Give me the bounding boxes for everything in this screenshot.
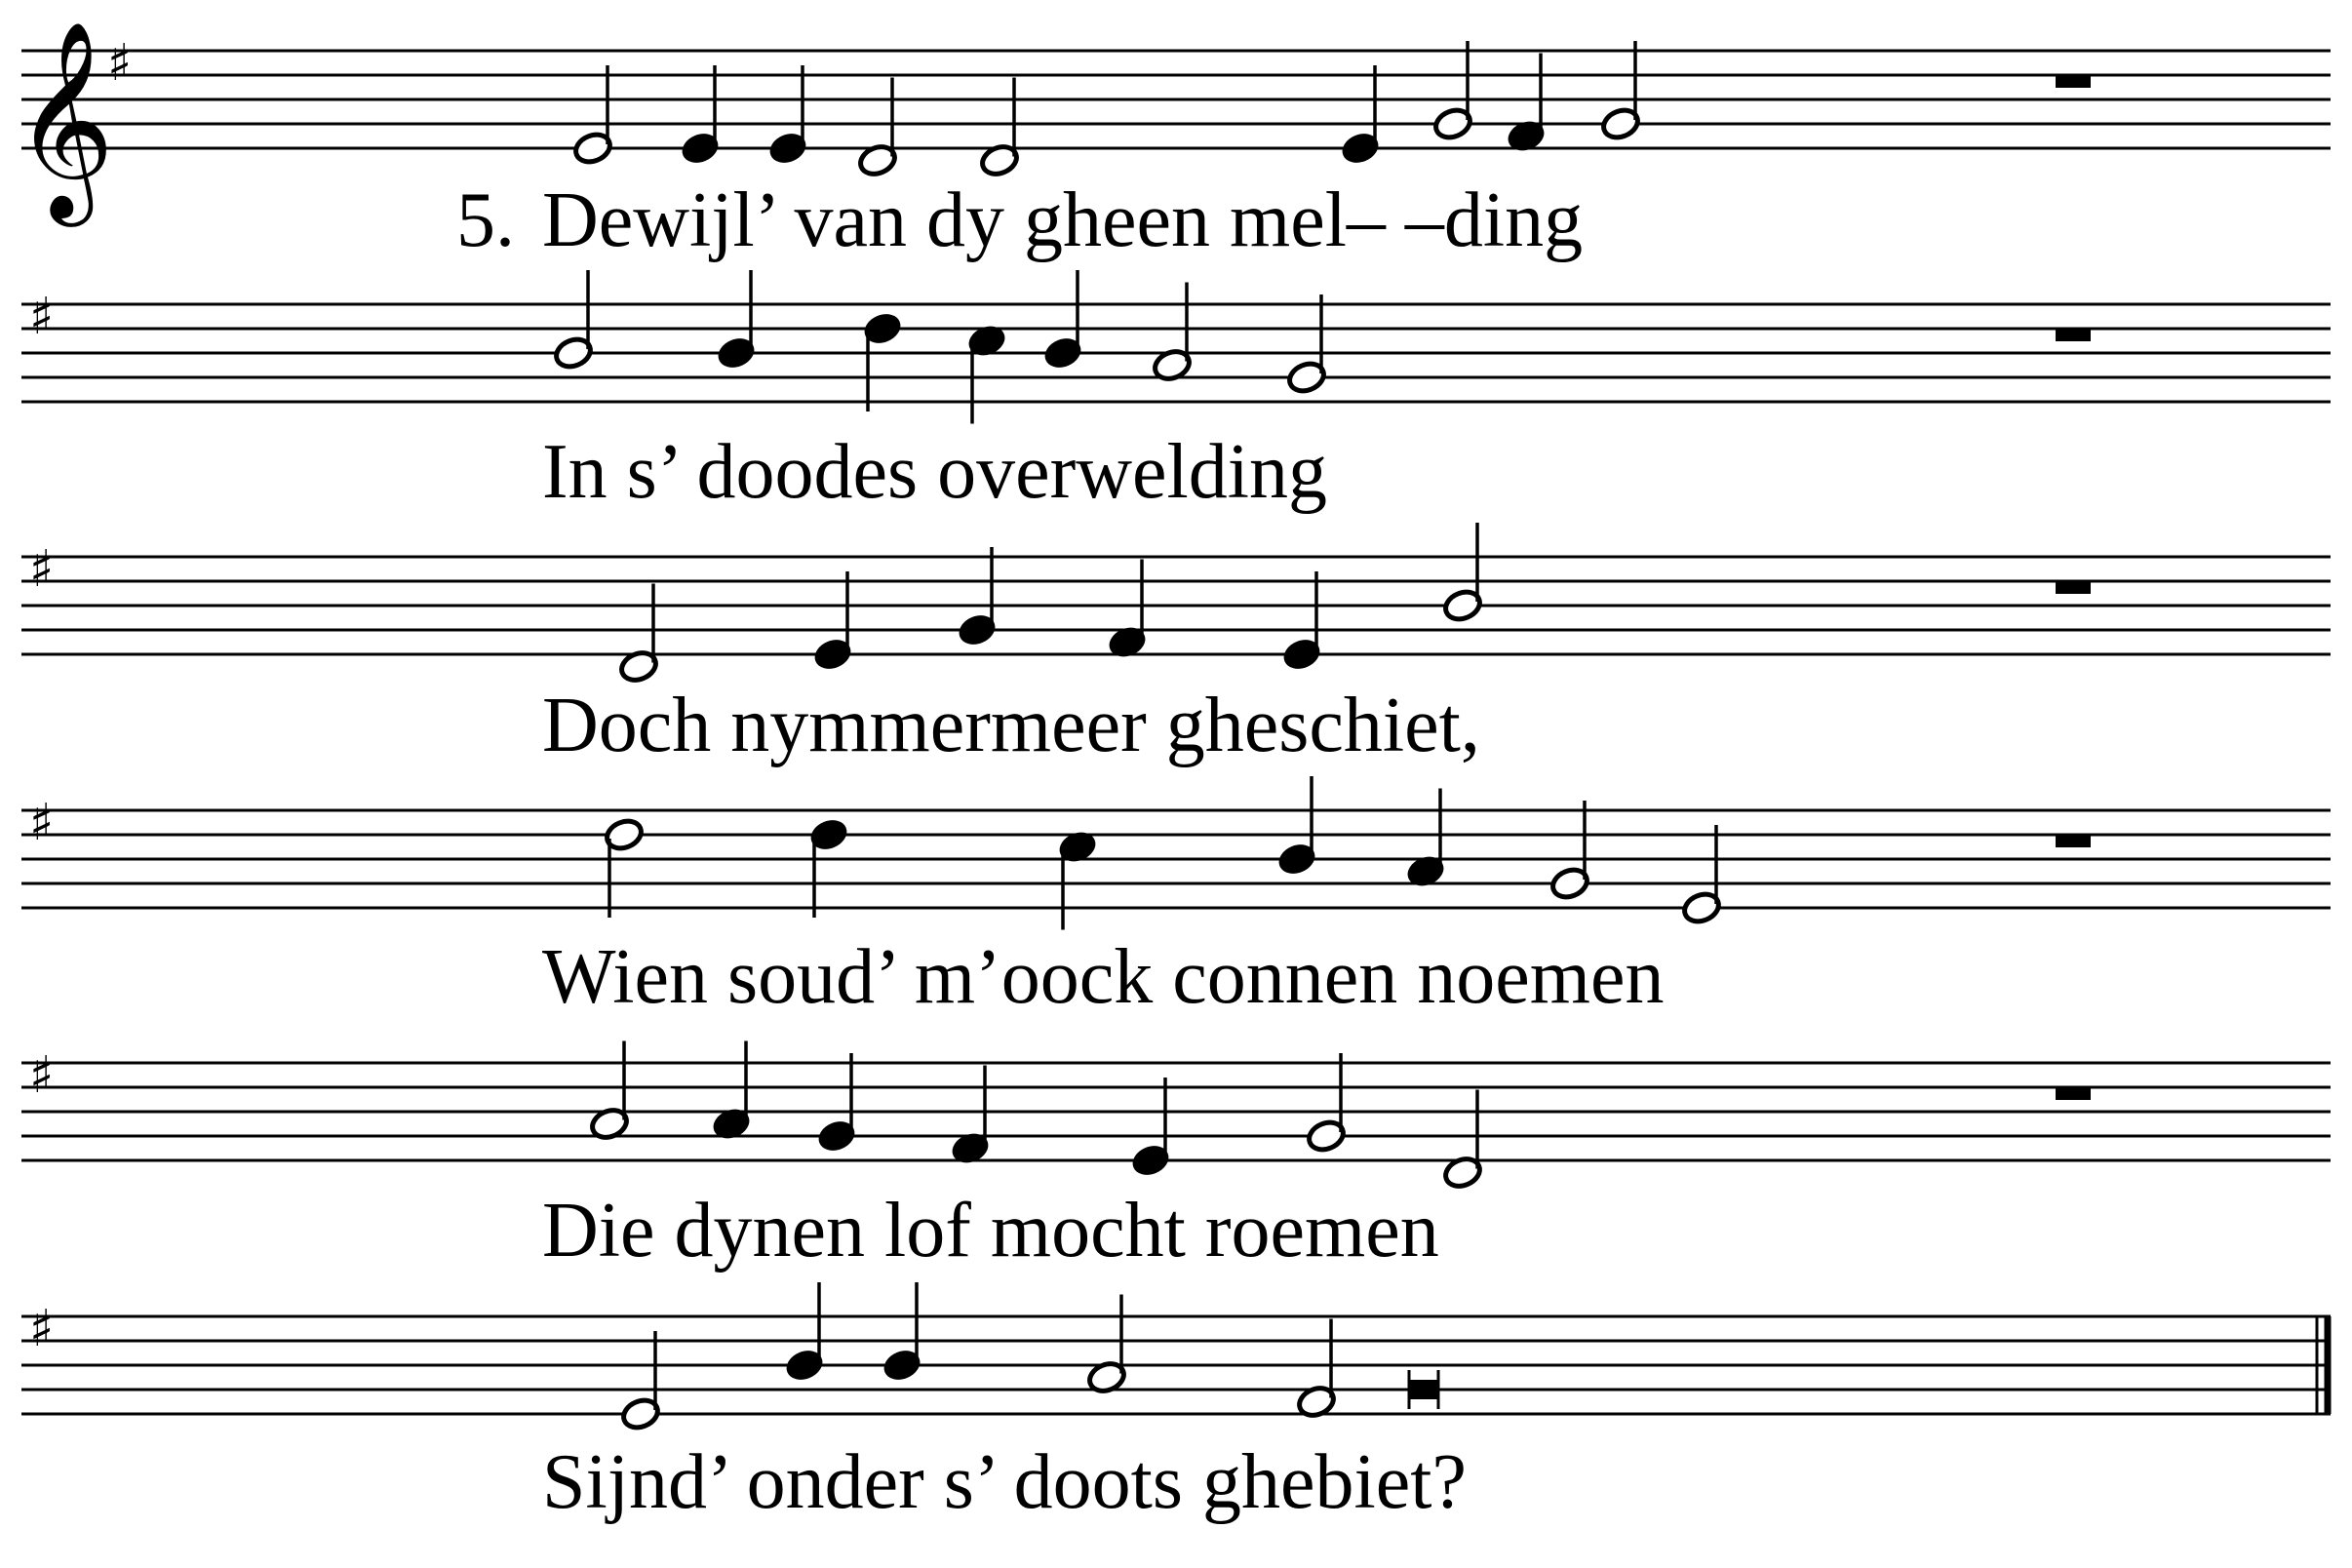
- whole-rest-icon: [2056, 836, 2091, 847]
- note-final: [1409, 1380, 1438, 1399]
- whole-rest-icon: [2056, 1088, 2091, 1100]
- treble-clef-icon: 𝄞: [14, 20, 115, 218]
- key-signature-sharp-icon: ♯: [29, 1300, 55, 1358]
- whole-rest-icon: [2056, 330, 2091, 341]
- lyric-line-5: Die dynen lof mocht roemen: [542, 1188, 1439, 1274]
- key-signature-sharp-icon: ♯: [29, 794, 55, 852]
- key-signature-sharp-icon: ♯: [107, 34, 133, 93]
- key-signature-sharp-icon: ♯: [29, 1046, 55, 1105]
- whole-rest-icon: [2056, 582, 2091, 594]
- whole-rest-icon: [2056, 76, 2091, 88]
- lyric-line-1: Dewijl’ van dy gheen mel– –ding: [542, 177, 1584, 263]
- lyric-line-3: Doch nymmermeer gheschiet,: [542, 683, 1480, 768]
- lyric-line-4: Wien soud’ m’oock connen noemen: [542, 934, 1665, 1020]
- key-signature-sharp-icon: ♯: [29, 288, 55, 346]
- lyric-line-6: Sijnd’ onder s’ doots ghebiet?: [542, 1439, 1467, 1525]
- lyric-line-2: In s’ doodes overwelding: [542, 429, 1327, 515]
- verse-number: 5.: [456, 177, 515, 263]
- key-signature-sharp-icon: ♯: [29, 540, 55, 599]
